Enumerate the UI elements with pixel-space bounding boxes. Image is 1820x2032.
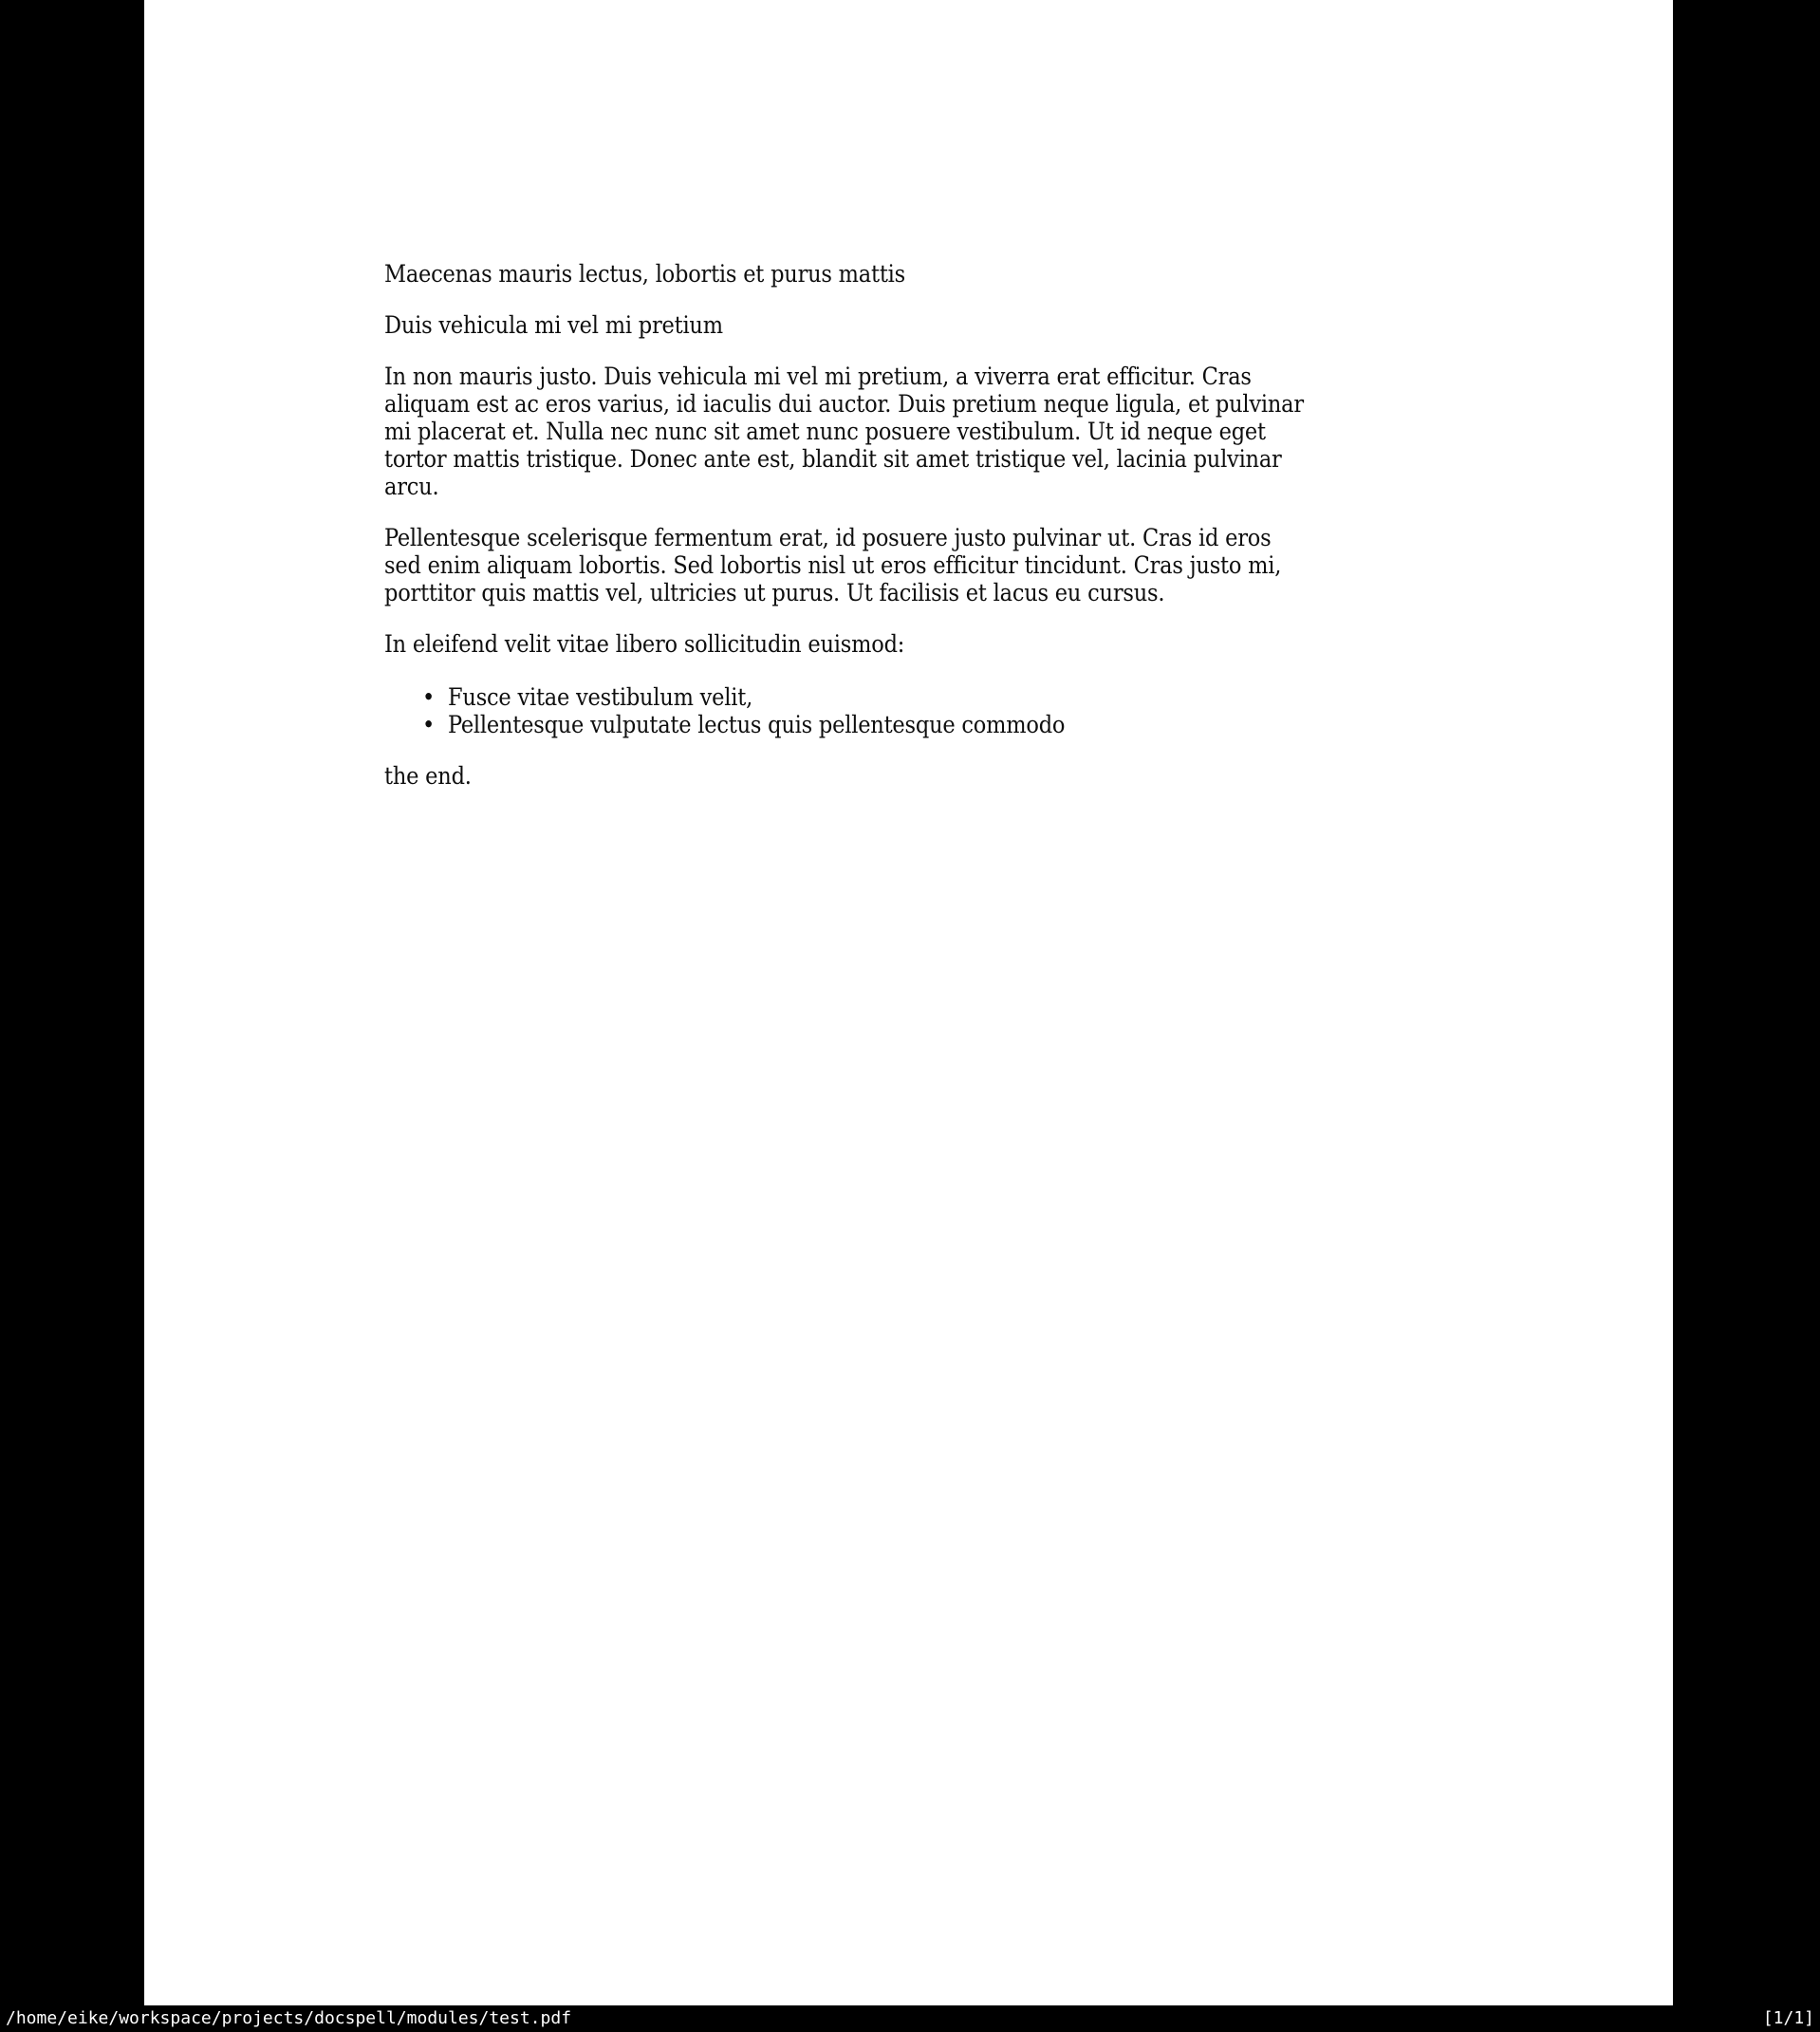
text-line: In eleifend velit vitae libero sollicitudin euismod: xyxy=(384,630,905,658)
doc-paragraph-2 xyxy=(384,524,1457,606)
text-line: Duis vehicula mi vel mi pretium xyxy=(384,311,723,339)
statusbar-page-indicator: [1/1] xyxy=(1762,2008,1814,2028)
bullet-dot-icon: • xyxy=(422,683,436,711)
doc-heading-2 xyxy=(384,311,1457,339)
text-line: mi placerat et. Nulla nec nunc sit amet nunc posuere vestibulum. Ut id neque eget xyxy=(384,418,1266,445)
text-line: the end. xyxy=(384,762,472,790)
bullet-item xyxy=(384,711,1457,738)
text-line: In non mauris justo. Duis vehicula mi vel mi pretium, a viverra erat efficitur. Cras xyxy=(384,363,1252,390)
bullet-dot-icon: • xyxy=(422,711,436,738)
text-line: arcu. xyxy=(384,473,439,500)
doc-closing xyxy=(384,762,1457,790)
doc-paragraph-1 xyxy=(384,363,1457,500)
document-content xyxy=(384,260,1457,813)
doc-heading-1 xyxy=(384,260,1457,288)
statusbar xyxy=(0,2005,1820,2032)
text-line: Pellentesque scelerisque fermentum erat, id posuere justo pulvinar ut. Cras id eros xyxy=(384,524,1272,551)
doc-list-intro xyxy=(384,630,1457,658)
bullet-item xyxy=(384,683,1457,711)
bullet-item-text: Pellentesque vulputate lectus quis pellentesque commodo xyxy=(448,711,1066,738)
text-line: porttitor quis mattis vel, ultricies ut purus. Ut facilisis et lacus eu cursus. xyxy=(384,579,1165,606)
bullet-item-text: Fusce vitae vestibulum velit, xyxy=(448,683,753,711)
text-line: aliquam est ac eros varius, id iaculis dui auctor. Duis pretium neque ligula, et pulvinar xyxy=(384,390,1304,418)
text-line: Maecenas mauris lectus, lobortis et purus mattis xyxy=(384,260,906,288)
text-line: tortor mattis tristique. Donec ante est, blandit sit amet tristique vel, lacinia pulvinar xyxy=(384,445,1282,473)
statusbar-filepath: /home/eike/workspace/projects/docspell/modules/test.pdf xyxy=(6,2008,572,2028)
text-line: sed enim aliquam lobortis. Sed lobortis nisl ut eros efficitur tincidunt. Cras justo mi, xyxy=(384,551,1282,579)
pdf-page[interactable] xyxy=(144,0,1673,2005)
bullet-list xyxy=(384,683,1457,738)
